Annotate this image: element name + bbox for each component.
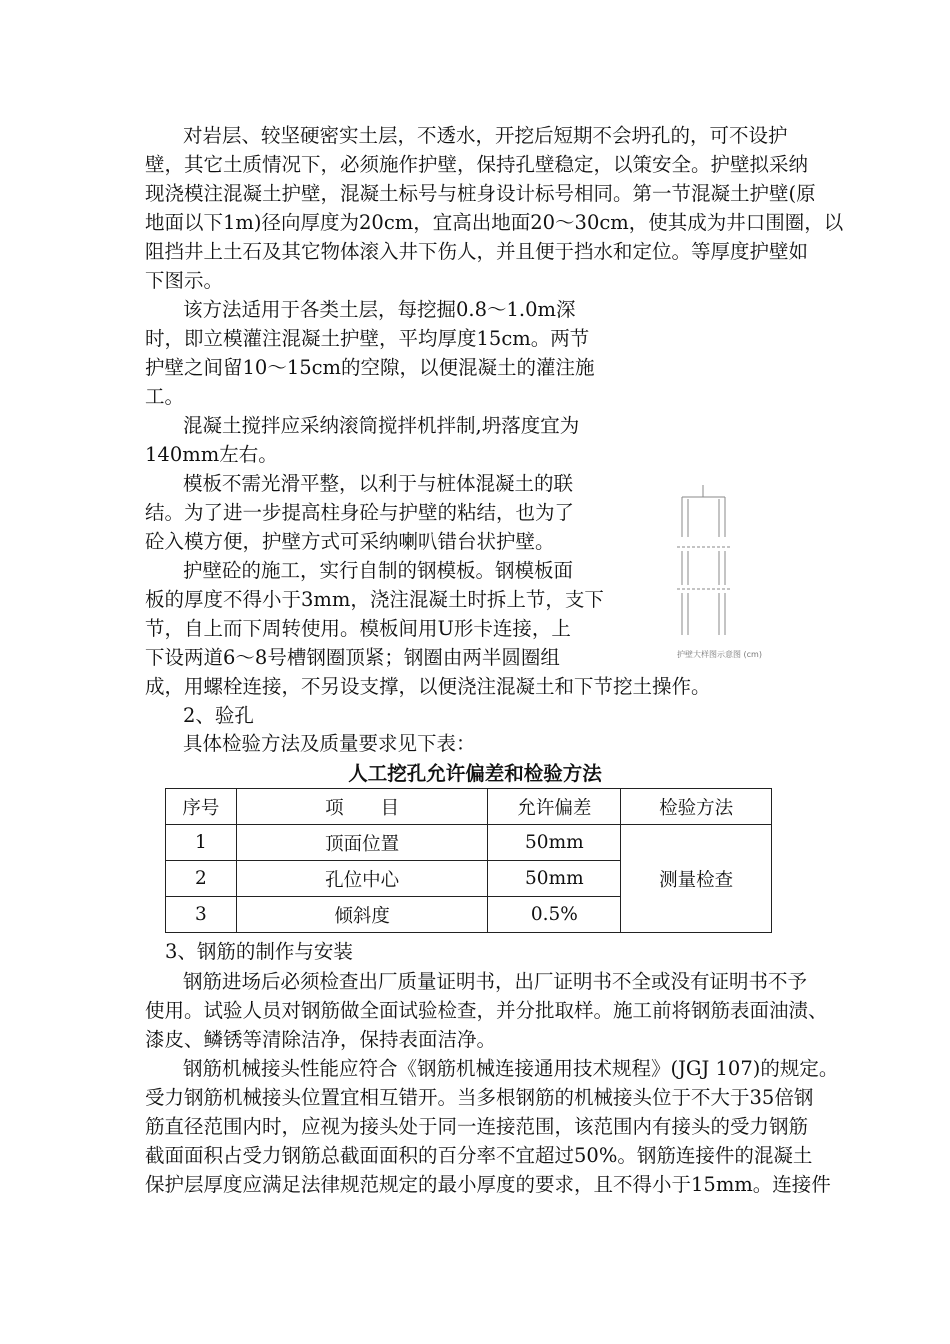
p5-line-3: 节，自上而下周转使用。模板间用U形卡连接，上 — [145, 617, 571, 640]
p2-line-3: 护壁之间留10～15cm的空隙，以便混凝土的灌注施 — [145, 356, 595, 379]
p7-line-3: 筋直径范围内时，应视为接头处于同一连接范围，该范围内有接头的受力钢筋 — [145, 1115, 809, 1138]
p2-line-4: 工。 — [145, 385, 185, 408]
cell-tolerance: 0.5% — [488, 897, 621, 933]
p5-line-5: 成，用螺栓连接，不另设支撑，以便浇注混凝土和下节挖土操作。 — [145, 675, 711, 698]
section3-title: 3、钢筋的制作与安装 — [165, 940, 353, 963]
header-no: 序号 — [166, 789, 237, 825]
p1-line-6: 下图示。 — [145, 269, 224, 292]
p6-line-3: 漆皮、鳞锈等清除洁净，保持表面洁净。 — [145, 1028, 497, 1051]
cell-tolerance: 50mm — [488, 861, 621, 897]
p3-line-1: 混凝土搅拌应采纳滚筒搅拌机拌制,坍落度宜为 — [183, 414, 580, 437]
p5-line-4: 下设两道6～8号槽钢圈顶紧；钢圈由两半圆圈组 — [145, 646, 560, 669]
figure-caption: 护壁大样图示意图 (cm) — [677, 650, 762, 659]
inspection-table — [165, 788, 772, 933]
p2-line-1: 该方法适用于各类土层，每挖掘0.8～1.0m深 — [183, 298, 576, 321]
p1-line-4: 地面以下1m)径向厚度为20cm，宜高出地面20～30cm，使其成为井口围圈，以 — [145, 211, 844, 234]
cell-item: 顶面位置 — [236, 825, 488, 861]
header-item: 项 目 — [236, 789, 488, 825]
cell-method: 测量检查 — [621, 825, 772, 933]
cell-no: 2 — [166, 861, 237, 897]
header-tolerance: 允许偏差 — [488, 789, 621, 825]
cell-no: 3 — [166, 897, 237, 933]
p1-line-3: 现浇模注混凝土护壁，混凝土标号与桩身设计标号相同。第一节混凝土护壁(原 — [145, 182, 816, 205]
p4-line-1: 模板不需光滑平整，以利于与桩体混凝土的联 — [183, 472, 574, 495]
p2-line-2: 时，即立模灌注混凝土护壁，平均厚度15cm。两节 — [145, 327, 590, 350]
cell-no: 1 — [166, 825, 237, 861]
p1-line-5: 阻挡井上土石及其它物体滚入井下伤人，并且便于挡水和定位。等厚度护壁如 — [145, 240, 809, 263]
table-title: 人工挖孔允许偏差和检验方法 — [348, 762, 602, 785]
p7-line-4: 截面面积占受力钢筋总截面面积的百分率不宜超过50%。钢筋连接件的混凝土 — [145, 1144, 813, 1167]
p5-line-1: 护壁砼的施工，实行自制的钢模板。钢模板面 — [183, 559, 574, 582]
p7-line-2: 受力钢筋机械接头位置宜相互错开。当多根钢筋的机械接头位于不大于35倍钢 — [145, 1086, 814, 1109]
section2-intro: 具体检验方法及质量要求见下表： — [183, 732, 476, 755]
p1-line-1: 对岩层、较坚硬密实土层，不透水，开挖后短期不会坍孔的，可不设护 — [183, 124, 788, 147]
p4-line-3: 砼入模方便，护壁方式可采纳喇叭错台状护壁。 — [145, 530, 555, 553]
p5-line-2: 板的厚度不得小于3mm，浇注混凝土时拆上节，支下 — [145, 588, 604, 611]
table-header-row — [166, 789, 772, 825]
p6-line-1: 钢筋进场后必须检查出厂质量证明书，出厂证明书不全或没有证明书不予 — [183, 970, 808, 993]
table-row — [166, 825, 772, 861]
header-method: 检验方法 — [621, 789, 772, 825]
p1-line-2: 壁，其它土质情况下，必须施作护壁，保持孔壁稳定，以策安全。护壁拟采纳 — [145, 153, 809, 176]
p7-line-5: 保护层厚度应满足法律规范规定的最小厚度的要求，且不得小于15mm。连接件 — [145, 1173, 831, 1196]
p6-line-2: 使用。试验人员对钢筋做全面试验检查，并分批取样。施工前将钢筋表面油渍、 — [145, 999, 828, 1022]
cell-item: 倾斜度 — [236, 897, 488, 933]
cell-tolerance: 50mm — [488, 825, 621, 861]
p3-line-2: 140mm左右。 — [145, 443, 278, 466]
p4-line-2: 结。为了进一步提高柱身砼与护壁的粘结，也为了 — [145, 501, 575, 524]
p7-line-1: 钢筋机械接头性能应符合《钢筋机械连接通用技术规程》(JGJ 107)的规定。 — [183, 1057, 839, 1080]
retaining-wall-diagram — [665, 485, 775, 665]
cell-item: 孔位中心 — [236, 861, 488, 897]
section2-title: 2、验孔 — [183, 704, 254, 727]
